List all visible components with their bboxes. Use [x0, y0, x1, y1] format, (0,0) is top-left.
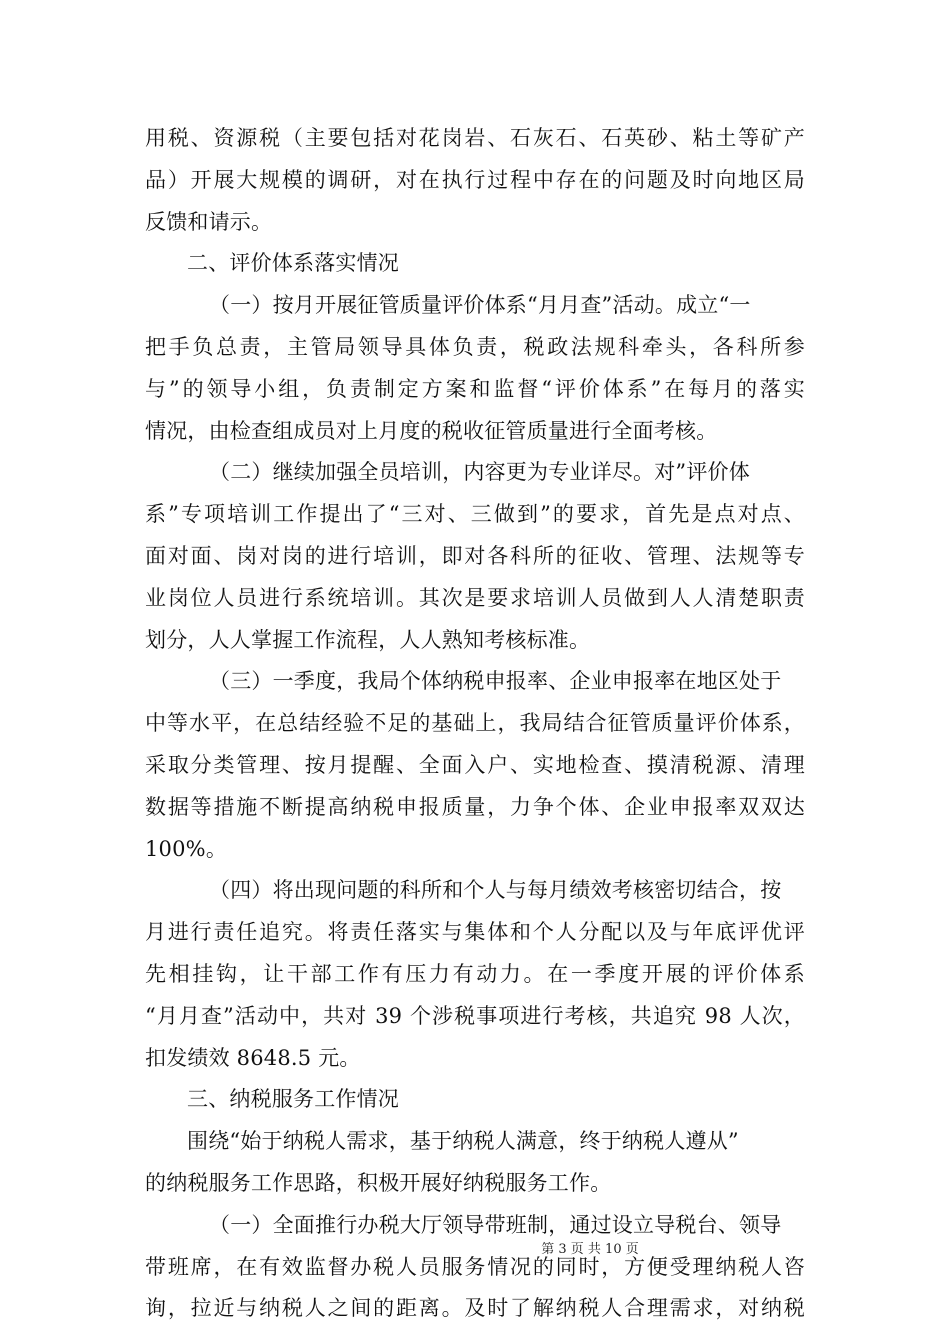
text-line: （四）将出现问题的科所和个人与每月绩效考核密切结合，按: [209, 878, 782, 903]
text-line: 品）开展大规模的调研，对在执行过程中存在的问题及时向地区局: [145, 167, 805, 192]
text-line: 反馈和请示。: [145, 209, 273, 234]
text-line: （一）按月开展征管质量评价体系“月月查”活动。成立“一: [209, 293, 751, 318]
document-body: [145, 118, 805, 1330]
text-line: 系”专项培训工作提出了“三对、三做到”的要求，首先是点对点、: [145, 502, 805, 527]
text-line: 情况，由检查组成员对上月度的税收征管质量进行全面考核。: [145, 418, 718, 443]
text-line: 用税、资源税（主要包括对花岗岩、石灰石、石英砂、粘土等矿产: [145, 126, 805, 150]
text-line: 把手负总责，主管局领导具体负责，税政法规科牵头，各科所参: [145, 334, 805, 359]
text-line: （二）继续加强全员培训，内容更为专业详尽。对”评价体: [209, 460, 750, 485]
text-line: 业岗位人员进行系统培训。其次是要求培训人员做到人人清楚职责: [145, 585, 805, 610]
text-line: 数据等措施不断提高纳税申报质量，力争个体、企业申报率双双达: [145, 794, 805, 819]
page-footer: [0, 1238, 950, 1257]
text-line: 带班席，在有效监督办税人员服务情况的同时，方便受理纳税人咨: [145, 1254, 805, 1279]
text-line: 围绕“始于纳税人需求，基于纳税人满意，终于纳税人遵从”: [187, 1129, 739, 1154]
text-line: 扣发绩效 8648.5 元。: [145, 1045, 361, 1070]
text-line: （三）一季度，我局个体纳税申报率、企业申报率在地区处于: [209, 669, 782, 694]
text-line: 的纳税服务工作思路，积极开展好纳税服务工作。: [145, 1170, 612, 1195]
text-line: 中等水平，在总结经验不足的基础上，我局结合征管质量评价体系，: [145, 711, 805, 736]
page-number: 第 3 页 共 10 页: [541, 1242, 639, 1257]
text-line: 面对面、岗对岗的进行培训，即对各科所的征收、管理、法规等专: [145, 543, 805, 568]
text-line: 100%。: [145, 836, 228, 861]
text-line: 划分，人人掌握工作流程，人人熟知考核标准。: [145, 627, 591, 652]
text-line: 采取分类管理、按月提醒、全面入户、实地检查、摸清税源、清理: [145, 752, 805, 777]
section-heading: 二、评价体系落实情况: [187, 251, 399, 276]
text-line: 先相挂钩，让干部工作有压力有动力。在一季度开展的评价体系: [145, 961, 805, 986]
text-line: 与”的领导小组，负责制定方案和监督“评价体系”在每月的落实: [145, 376, 805, 401]
text-line: 月进行责任追究。将责任落实与集体和个人分配以及与年底评优评: [145, 920, 805, 945]
section-heading: 三、纳税服务工作情况: [187, 1087, 399, 1112]
text-line: “月月查”活动中，共对 39 个涉税事项进行考核，共追究 98 人次，: [145, 1003, 805, 1028]
text-line: （一）全面推行办税大厅领导带班制，通过设立导税台、领导: [209, 1212, 782, 1237]
text-line: 询，拉近与纳税人之间的距离。及时了解纳税人合理需求，对纳税: [145, 1296, 805, 1321]
